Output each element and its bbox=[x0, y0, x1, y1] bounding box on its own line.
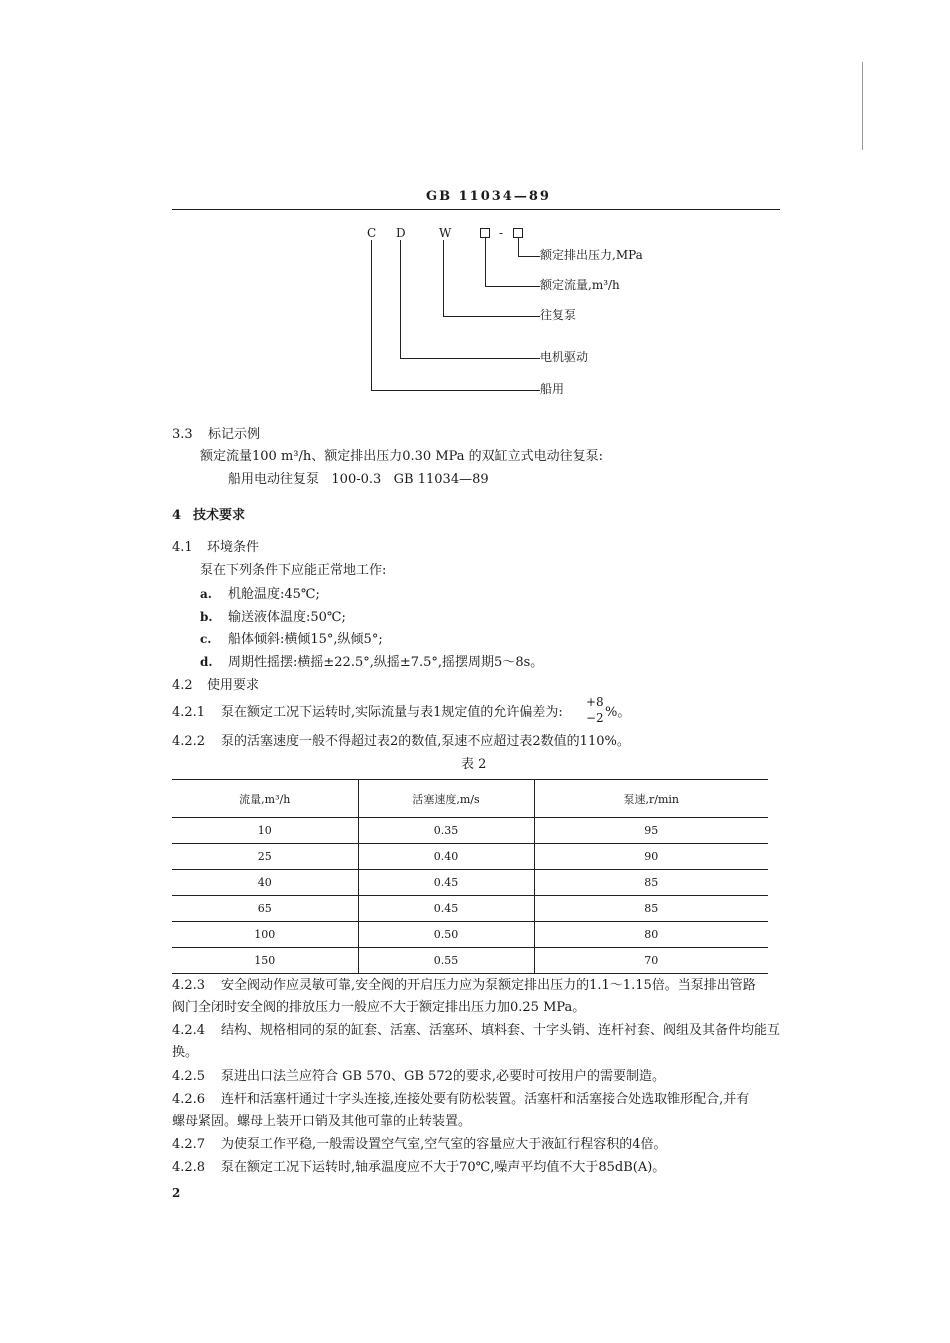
section-4-1-number: 4.1 bbox=[172, 540, 193, 555]
page-number: 2 bbox=[172, 1186, 181, 1200]
table-cell: 0.55 bbox=[358, 948, 534, 974]
section-4-1-title: 环境条件 bbox=[207, 540, 260, 555]
running-header: GB 11034—89 bbox=[426, 189, 551, 204]
table-cell: 10 bbox=[172, 818, 358, 844]
leader-flow-v bbox=[485, 238, 486, 286]
list-mark-b: b. bbox=[200, 610, 213, 624]
placeholder-box-pressure bbox=[513, 228, 523, 238]
section-4-2-title: 使用要求 bbox=[207, 678, 260, 693]
clause-4-2-3-line1: 安全阀动作应灵敏可靠,安全阀的开启压力应为泵额定排出压力的1.1～1.15倍。当泵排出管路 bbox=[221, 978, 756, 993]
table-row bbox=[172, 870, 768, 896]
leader-pump-v bbox=[443, 240, 444, 316]
section-3-3-line1: 额定流量100 m³/h、额定排出压力0.30 MPa 的双缸立式电动往复泵: bbox=[200, 449, 604, 464]
table-cell: 90 bbox=[534, 844, 768, 870]
leader-flow-h bbox=[485, 286, 540, 287]
leader-marine-h bbox=[371, 390, 540, 391]
list-item-c: 船体倾斜:横倾15°,纵倾5°; bbox=[228, 632, 383, 647]
list-item-b: 输送液体温度:50℃; bbox=[228, 610, 346, 625]
tolerance-minus: −2 bbox=[586, 711, 604, 725]
list-mark-d: d. bbox=[200, 655, 213, 669]
clause-4-2-4-line1: 结构、规格相同的泵的缸套、活塞、活塞环、填料套、十字头销、连杆衬套、阀组及其备件均能互 bbox=[221, 1023, 781, 1038]
label-rated-pressure: 额定排出压力,MPa bbox=[540, 248, 643, 262]
section-3-3-example: 船用电动往复泵 100-0.3 GB 11034—89 bbox=[228, 472, 489, 487]
table-cell: 70 bbox=[534, 948, 768, 974]
clause-4-2-3-line2: 阀门全闭时安全阀的排放压力一般应不大于额定排出压力加0.25 MPa。 bbox=[172, 1000, 586, 1015]
table-cell: 85 bbox=[534, 870, 768, 896]
designation-letter-d: D bbox=[396, 226, 406, 240]
table-cell: 40 bbox=[172, 870, 358, 896]
table-cell: 0.45 bbox=[358, 896, 534, 922]
table-cell: 150 bbox=[172, 948, 358, 974]
clause-4-2-5-text: 泵进出口法兰应符合 GB 570、GB 572的要求,必要时可按用户的需要制造。 bbox=[221, 1069, 666, 1084]
designation-letter-w: W bbox=[439, 226, 452, 240]
section-3-3-number: 3.3 bbox=[172, 427, 193, 442]
section-3-3-title: 标记示例 bbox=[208, 427, 261, 442]
clause-4-2-6-number: 4.2.6 bbox=[172, 1092, 206, 1107]
table-row bbox=[172, 896, 768, 922]
list-mark-c: c. bbox=[200, 632, 212, 646]
clause-4-2-3-number: 4.2.3 bbox=[172, 978, 206, 993]
table-cell: 25 bbox=[172, 844, 358, 870]
clause-4-2-6-line1: 连杆和活塞杆通过十字头连接,连接处要有防松装置。活塞杆和活塞接合处选取锥形配合,并有 bbox=[221, 1092, 750, 1107]
table-row bbox=[172, 844, 768, 870]
table-cell: 0.35 bbox=[358, 818, 534, 844]
table-caption: 表 2 bbox=[461, 757, 487, 772]
section-4-2-number: 4.2 bbox=[172, 678, 193, 693]
header-rule bbox=[172, 209, 780, 210]
table-2 bbox=[172, 779, 768, 974]
clause-4-2-7-number: 4.2.7 bbox=[172, 1137, 206, 1152]
clause-4-2-7-text: 为使泵工作平稳,一般需设置空气室,空气室的容量应大于液缸行程容积的4倍。 bbox=[221, 1137, 667, 1152]
label-marine: 船用 bbox=[540, 382, 565, 396]
clause-4-2-4-number: 4.2.4 bbox=[172, 1023, 206, 1038]
leader-pressure-v bbox=[518, 238, 519, 256]
table-cell: 0.45 bbox=[358, 870, 534, 896]
table-row bbox=[172, 818, 768, 844]
clause-4-2-2-number: 4.2.2 bbox=[172, 734, 206, 749]
designation-letter-c: C bbox=[367, 226, 377, 240]
clause-4-2-8-number: 4.2.8 bbox=[172, 1160, 206, 1175]
placeholder-box-flow bbox=[480, 228, 490, 238]
section-4-title: 技术要求 bbox=[193, 508, 246, 523]
label-motor-driven: 电机驱动 bbox=[540, 350, 589, 364]
clause-4-2-4-line2: 换。 bbox=[172, 1045, 199, 1060]
table-cell: 0.40 bbox=[358, 844, 534, 870]
list-item-d: 周期性摇摆:横摇±22.5°,纵摇±7.5°,摇摆周期5～8s。 bbox=[228, 655, 544, 670]
table-cell: 95 bbox=[534, 818, 768, 844]
section-4-1-intro: 泵在下列条件下应能正常地工作: bbox=[200, 563, 387, 578]
list-mark-a: a. bbox=[200, 587, 212, 601]
table-header-row bbox=[172, 780, 768, 818]
leader-pump-h bbox=[443, 316, 540, 317]
designation-dash: - bbox=[499, 226, 504, 240]
tolerance-plus: +8 bbox=[586, 695, 604, 709]
clause-4-2-5-number: 4.2.5 bbox=[172, 1069, 206, 1084]
label-rated-flow: 额定流量,m³/h bbox=[540, 278, 620, 292]
table-cell: 80 bbox=[534, 922, 768, 948]
table-cell: 85 bbox=[534, 896, 768, 922]
table-cell: 100 bbox=[172, 922, 358, 948]
label-reciprocating-pump: 往复泵 bbox=[540, 308, 577, 322]
clause-4-2-2-text: 泵的活塞速度一般不得超过表2的数值,泵速不应超过表2数值的110%。 bbox=[221, 734, 630, 749]
clause-4-2-6-line2: 螺母紧固。螺母上装开口销及其他可靠的止转装置。 bbox=[172, 1114, 472, 1129]
list-item-a: 机舱温度:45℃; bbox=[228, 587, 320, 602]
column-header: 活塞速度,m/s bbox=[358, 780, 534, 818]
leader-motor-h bbox=[400, 358, 540, 359]
column-header: 泵速,r/min bbox=[534, 780, 768, 818]
clause-4-2-1-number: 4.2.1 bbox=[172, 705, 206, 720]
column-header: 流量,m³/h bbox=[172, 780, 358, 818]
table-cell: 0.50 bbox=[358, 922, 534, 948]
table-row bbox=[172, 922, 768, 948]
table-cell: 65 bbox=[172, 896, 358, 922]
leader-marine-v bbox=[371, 240, 372, 390]
leader-motor-v bbox=[400, 240, 401, 358]
leader-pressure-h bbox=[518, 256, 540, 257]
section-4-number: 4 bbox=[172, 508, 182, 523]
table-row bbox=[172, 948, 768, 974]
clause-4-2-8-text: 泵在额定工况下运转时,轴承温度应不大于70℃,噪声平均值不大于85dB(A)。 bbox=[221, 1160, 666, 1175]
scan-margin-mark bbox=[862, 62, 863, 150]
clause-4-2-1-text: 泵在额定工况下运转时,实际流量与表1规定值的允许偏差为: bbox=[221, 705, 563, 720]
tolerance-unit: %。 bbox=[605, 705, 631, 720]
